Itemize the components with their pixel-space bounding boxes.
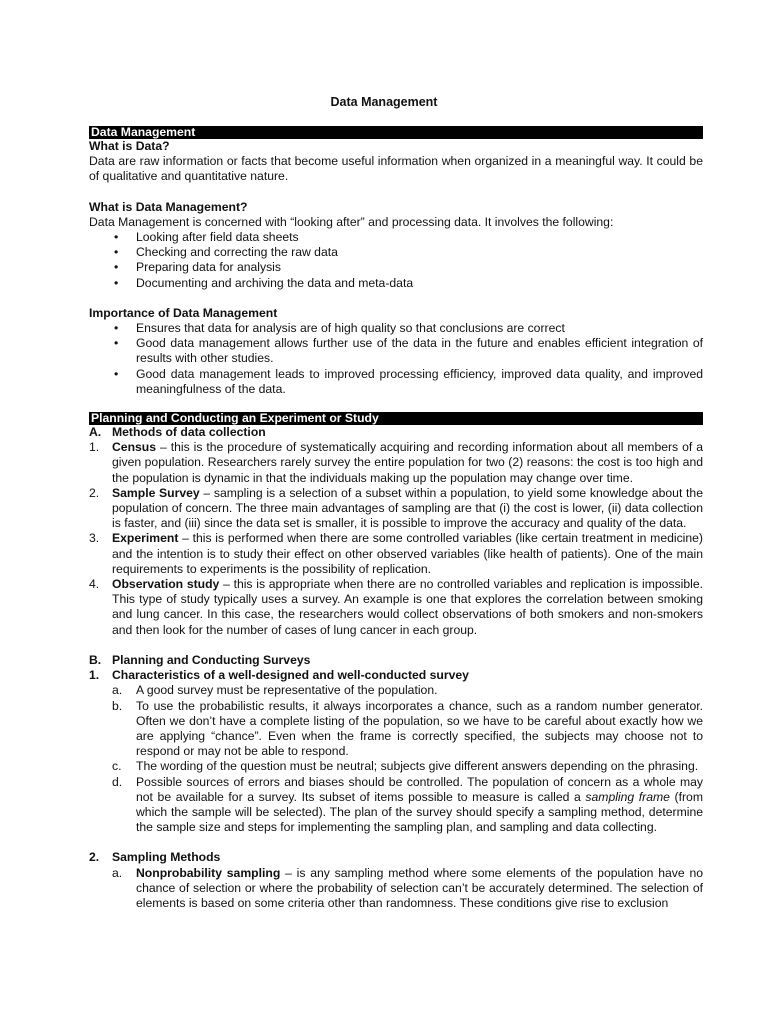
- heading-surveys: Planning and Conducting Surveys: [112, 652, 311, 667]
- sampling-list: [89, 866, 703, 912]
- list-item: • Checking and correcting the raw data: [89, 245, 703, 260]
- list-item: • Documenting and archiving the data and meta-data: [89, 276, 703, 291]
- list-item: 2. Sample Survey – sampling is a selection of a subset within a population, to yield some knowledge about the population of concern. The three main advantages of sampling are that (i) the cost is lower, (ii) data collection is faster, and (iii) since the data set is smaller, it is possible to improve the accuracy and quality of the data.: [89, 485, 703, 531]
- list-item: c. The wording of the question must be neutral; subjects give different answers depending on the phrasing.: [112, 759, 699, 774]
- heading-methods: Methods of data collection: [112, 425, 266, 440]
- list-item: • Preparing data for analysis: [89, 260, 703, 275]
- heading-sampling-methods: Sampling Methods: [112, 850, 221, 865]
- heading-importance: Importance of Data Management: [89, 305, 278, 320]
- heading-marker: A.: [89, 425, 102, 440]
- list-item: • Looking after field data sheets: [89, 230, 703, 245]
- document-title: Data Management: [330, 95, 438, 109]
- section-bar-data-management: Data Management: [89, 126, 703, 139]
- importance-list: [89, 321, 703, 397]
- list-item: b. To use the probabilistic results, it always incorporates a chance, such as a random number generator. Often we don’t have a complete listing of the population, so we have to be careful about exactly how we are applying “chance”. Even when the frame is correctly specified, the subjects may choose not to respond or may not be able to respond.: [112, 698, 703, 759]
- characteristics-list: [89, 683, 703, 835]
- surveys-heading: B. Planning and Conducting Surveys 1. Characteristics of a well-designed and well-conducted survey: [89, 652, 469, 683]
- list-item: • Good data management allows further use of the data in the future and enables efficient integration of results with other studies.: [89, 336, 703, 366]
- sampling-heading: 2. Sampling Methods: [89, 850, 221, 865]
- paragraph-data-management-intro: Data Management is concerned with “looking after” and processing data. It involves the following:: [89, 214, 614, 229]
- methods-list: [89, 440, 703, 638]
- section-bar-planning: Planning and Conducting an Experiment or Study: [89, 412, 703, 425]
- heading-what-is-data: What is Data?: [89, 139, 170, 153]
- paragraph-what-is-data: Data are raw information or facts that become useful information when organized in a meaningful way. It could be of qualitative and quantitative nature.: [89, 154, 703, 184]
- heading-characteristics: Characteristics of a well-designed and well-conducted survey: [112, 668, 469, 683]
- document-body: [89, 126, 703, 911]
- methods-heading: [89, 425, 703, 440]
- list-item: • Good data management leads to improved processing efficiency, improved data quality, and improved meaningfulness of the data.: [89, 367, 703, 397]
- list-item: d. Possible sources of errors and biases should be controlled. The population of concern as a whole may not be available for a survey. Its subset of items possible to measure is called a sampling frame (from which the sample will be selected). The plan of the survey should specify a sampling method, determine the sample size and steps for implementing the sampling plan, and sampling and data collecting.: [112, 774, 703, 835]
- list-item: 4. Observation study – this is appropriate when there are no controlled variables and replication is impossible. This type of study typically uses a survey. An example is one that explores the correlation between smoking and lung cancer. In this case, the researchers would collect observations of both smokers and non-smokers and then look for the number of cases of lung cancer in each group.: [89, 577, 703, 637]
- list-item: 3. Experiment – this is performed when there are some controlled variables (like certain treatment in medicine) and the intention is to study their effect on other observed variables (like health of patients). One of the main requirements to experiments is the possibility of replication.: [89, 531, 703, 576]
- list-item: a. Nonprobability sampling – is any sampling method where some elements of the population have no chance of selection or where the probability of selection can’t be accurately determined. The selection of elements is based on some criteria other than randomness. These conditions give rise to exclusion: [112, 865, 703, 910]
- list-item: 1. Census – this is the procedure of systematically acquiring and recording information about all members of a given population. Researchers rarely survey the entire population for two (2) reasons: the cost is too high and the population is dynamic in that the individuals making up the population may change over time.: [89, 440, 703, 485]
- list-item: • Ensures that data for analysis are of high quality so that conclusions are correct: [89, 321, 703, 336]
- heading-what-is-data-management: What is Data Management?: [89, 199, 248, 214]
- involvement-list: [89, 230, 703, 291]
- list-item: a. A good survey must be representative of the population.: [112, 683, 438, 698]
